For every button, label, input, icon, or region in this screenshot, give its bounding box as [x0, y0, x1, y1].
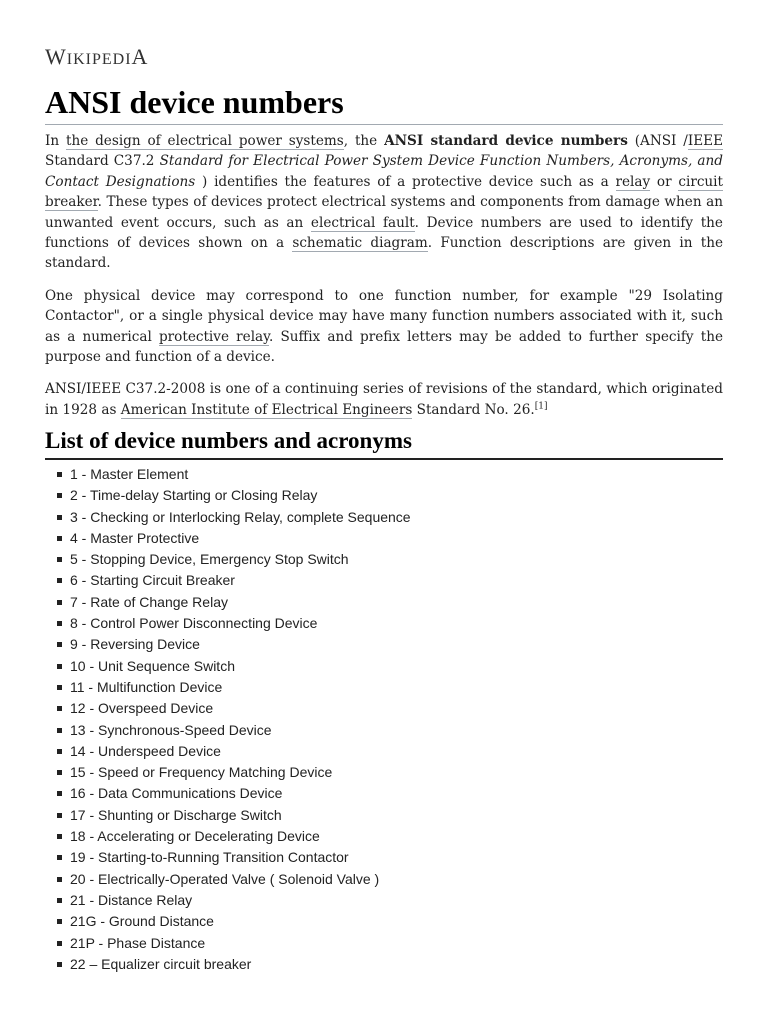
article-body — [45, 131, 723, 432]
list-item — [57, 570, 411, 591]
text-run: . These types of devices protect electrical systems and components from damage when an unwanted event occurs, such as an — [45, 194, 723, 231]
list-item — [57, 869, 411, 890]
bullet-icon — [57, 855, 62, 860]
bullet-icon — [57, 472, 62, 477]
bullet-icon — [57, 834, 62, 839]
bullet-icon — [57, 578, 62, 583]
list-item-text: 21 - Distance Relay — [70, 891, 193, 908]
bullet-icon — [57, 536, 62, 541]
list-item — [57, 634, 411, 655]
list-item — [57, 464, 411, 485]
list-item-text: 14 - Underspeed Device — [70, 742, 221, 759]
list-item-text: 17 - Shunting or Discharge Switch — [70, 806, 282, 823]
list-item-text: 22 – Equalizer circuit breaker — [70, 955, 252, 972]
text-run: or — [650, 173, 679, 190]
list-item — [57, 762, 411, 783]
list-item-text: 8 - Control Power Disconnecting Device — [70, 615, 318, 632]
list-item-text: 16 - Data Communications Device — [70, 785, 283, 802]
list-item — [57, 677, 411, 698]
bullet-icon — [57, 600, 62, 605]
list-item — [57, 741, 411, 762]
text-run: Standard No. 26. — [412, 401, 535, 418]
third-paragraph — [45, 379, 723, 420]
list-item — [57, 954, 411, 975]
list-item — [57, 613, 411, 634]
text-run: ANSI/IEEE C37.2-2008 is one of a continuing series of revisions of the standard, which originated in 1928 as — [45, 381, 723, 418]
bold-term: ANSI standard device numbers — [384, 133, 628, 149]
reference-link[interactable]: [1] — [534, 401, 548, 412]
list-item-text: 1 - Master Element — [70, 466, 189, 482]
text-run: . Device numbers are used to identify the functions of devices shown on a — [45, 214, 723, 252]
second-paragraph — [45, 286, 723, 368]
list-item-text: 5 - Stopping Device, Emergency Stop Switch — [70, 551, 349, 568]
list-item — [57, 507, 411, 528]
text-run: , the — [343, 133, 385, 149]
bullet-icon — [57, 898, 62, 903]
list-item-text: 9 - Reversing Device — [70, 636, 200, 653]
intro-paragraph — [45, 131, 723, 274]
list-item-text: 10 - Unit Sequence Switch — [70, 657, 235, 674]
list-item-text: 6 - Starting Circuit Breaker — [70, 572, 235, 589]
section-heading: List of device numbers and acronyms — [45, 428, 412, 453]
bullet-icon — [57, 941, 62, 946]
list-item-text: 3 - Checking or Interlocking Relay, complete Sequence — [70, 508, 411, 525]
bullet-icon — [57, 877, 62, 882]
list-item — [57, 698, 411, 719]
list-item — [57, 783, 411, 804]
wikipedia-logo[interactable] — [45, 44, 148, 70]
list-item-text: 21P - Phase Distance — [70, 934, 206, 951]
text-run: . Suffix and prefix letters may be added to further specify the purpose and function of a device. — [45, 328, 723, 366]
bullet-icon — [57, 493, 62, 498]
bullet-icon — [57, 515, 62, 520]
bullet-icon — [57, 706, 62, 711]
list-item-text: 11 - Multifunction Device — [70, 678, 223, 695]
logo-initial: W — [45, 44, 67, 69]
page-title: ANSI device numbers — [45, 84, 344, 120]
list-item — [57, 720, 411, 741]
bullet-icon — [57, 557, 62, 562]
list-item-text: 15 - Speed or Frequency Matching Device — [70, 764, 333, 781]
list-item — [57, 549, 411, 570]
list-item-text: 7 - Rate of Change Relay — [70, 593, 228, 610]
page-title-container — [45, 80, 723, 125]
list-item — [57, 847, 411, 868]
link-circuit-breaker[interactable]: circuit breaker — [45, 173, 723, 211]
text-run: ) identifies the features of a protective device such as a — [195, 173, 616, 190]
list-item — [57, 485, 411, 506]
list-item-text: 21G - Ground Distance — [70, 913, 214, 930]
link-electrical-fault[interactable]: electrical fault — [310, 214, 415, 231]
bullet-icon — [57, 621, 62, 626]
section-heading-container — [45, 424, 723, 460]
list-item-text: 4 - Master Protective — [70, 529, 200, 546]
text-run: Standard C37.2 — [45, 153, 160, 170]
list-item-text: 2 - Time-delay Starting or Closing Relay — [70, 487, 318, 504]
list-item-text: 19 - Starting-to-Running Transition Contactor — [70, 849, 349, 866]
bullet-icon — [57, 791, 62, 796]
device-number-list — [57, 464, 411, 975]
bullet-icon — [57, 770, 62, 775]
list-item-text: 20 - Electrically-Operated Valve ( Solenoid Valve ) — [70, 870, 380, 887]
standard-title: Standard for Electrical Power System Device Function Numbers, Acronyms, and Contact Designations — [45, 153, 723, 190]
link-relay[interactable]: relay — [615, 173, 651, 190]
bullet-icon — [57, 664, 62, 669]
link-design-of-power-systems[interactable]: the design of electrical power systems — [65, 133, 344, 149]
link-ieee[interactable]: IEEE — [687, 133, 723, 149]
list-item-text: 12 - Overspeed Device — [70, 700, 214, 717]
list-item — [57, 805, 411, 826]
bullet-icon — [57, 813, 62, 818]
list-item — [57, 890, 411, 911]
bullet-icon — [57, 642, 62, 647]
list-item-text: 13 - Synchronous-Speed Device — [70, 721, 272, 738]
link-protective-relay[interactable]: protective relay — [158, 328, 270, 345]
list-item — [57, 933, 411, 954]
logo-middle: IKIPEDI — [66, 51, 132, 68]
list-item-text: 18 - Accelerating or Decelerating Device — [70, 828, 320, 845]
link-aiee[interactable]: American Institute of Electrical Engineers — [120, 401, 413, 418]
list-item — [57, 528, 411, 549]
bullet-icon — [57, 685, 62, 690]
bullet-icon — [57, 728, 62, 733]
list-item — [57, 911, 411, 932]
text-run: (ANSI / — [627, 133, 688, 149]
bullet-icon — [57, 919, 62, 924]
list-item — [57, 592, 411, 613]
bullet-icon — [57, 749, 62, 754]
text-run: One physical device may correspond to one function number, for example "29 Isolating Contactor", or a single physical device may have many function numbers associated with it, such as a numerical — [45, 287, 723, 345]
text-run: . Function descriptions are given in the standard. — [45, 235, 724, 272]
list-item — [57, 656, 411, 677]
logo-final: A — [131, 44, 149, 69]
bullet-icon — [57, 962, 62, 967]
list-item — [57, 826, 411, 847]
link-schematic-diagram[interactable]: schematic diagram — [292, 235, 428, 252]
text-run: In — [45, 133, 66, 149]
